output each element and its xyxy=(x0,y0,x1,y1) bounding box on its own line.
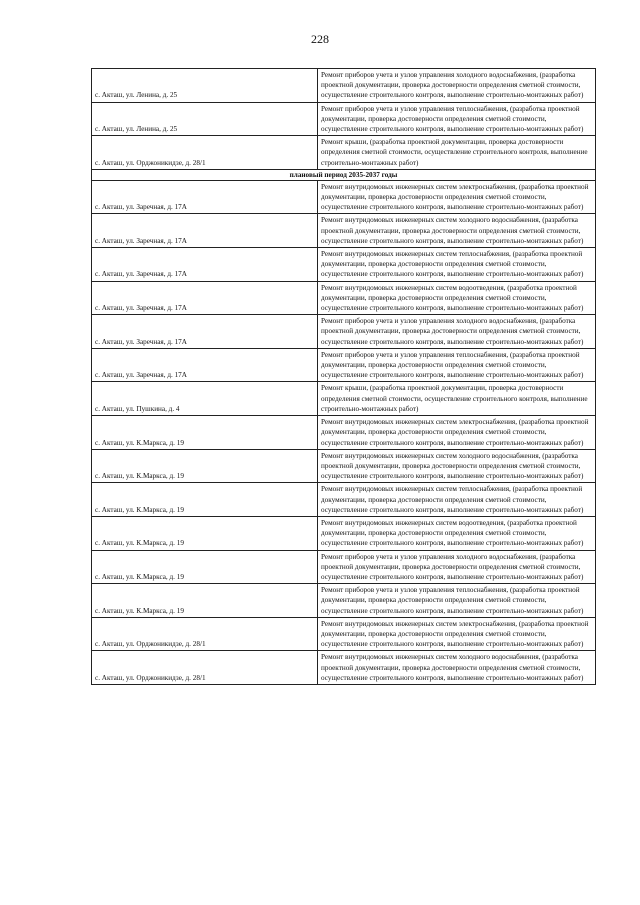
work-description-cell: Ремонт внутридомовых инженерных систем холодного водоснабжения, (разработка проектной документации, проверка достоверности определения сметной стоимости, осуществление строительного контроля, выполнение строительно-монтажных работ) xyxy=(318,651,596,685)
work-description-cell: Ремонт приборов учета и узлов управления холодного водоснабжения, (разработка проектной документации, проверка достоверности определения сметной стоимости, осуществление строительного контроля, выполнение строительно-монтажных работ) xyxy=(318,69,596,103)
table-body-period xyxy=(92,169,596,180)
work-description-cell: Ремонт приборов учета и узлов управления холодного водоснабжения, (разработка проектной документации, проверка достоверности определения сметной стоимости, осуществление строительного контроля, выполнение строительно-монтажных работ) xyxy=(318,315,596,349)
work-description-cell: Ремонт крыши, (разработка проектной документации, проверка достоверности определения сметной стоимости, осуществление строительного контроля, выполнение строительно-монтажных работ) xyxy=(318,382,596,416)
work-description-cell: Ремонт внутридомовых инженерных систем холодного водоснабжения, (разработка проектной документации, проверка достоверности определения сметной стоимости, осуществление строительного контроля, выполнение строительно-монтажных работ) xyxy=(318,449,596,483)
table-body-after xyxy=(92,180,596,684)
table-row xyxy=(92,550,596,584)
address-cell: с. Акташ, ул. Заречная, д. 17А xyxy=(92,214,318,248)
address-cell: с. Акташ, ул. Заречная, д. 17А xyxy=(92,281,318,315)
address-cell: с. Акташ, ул. К.Маркса, д. 19 xyxy=(92,584,318,618)
work-description-cell: Ремонт приборов учета и узлов управления холодного водоснабжения, (разработка проектной документации, проверка достоверности определения сметной стоимости, осуществление строительного контроля, выполнение строительно-монтажных работ) xyxy=(318,550,596,584)
table-row xyxy=(92,382,596,416)
table-row xyxy=(92,348,596,382)
work-description-cell: Ремонт внутридомовых инженерных систем водоотведения, (разработка проектной документации, проверка достоверности определения сметной стоимости, осуществление строительного контроля, выполнение строительно-монтажных работ) xyxy=(318,516,596,550)
repair-table xyxy=(91,68,596,685)
table-row xyxy=(92,449,596,483)
table-row xyxy=(92,516,596,550)
table-row xyxy=(92,136,596,170)
work-description-cell: Ремонт внутридомовых инженерных систем теплоснабжения, (разработка проектной документации, проверка достоверности определения сметной стоимости, осуществление строительного контроля, выполнение строительно-монтажных работ) xyxy=(318,248,596,282)
address-cell: с. Акташ, ул. К.Маркса, д. 19 xyxy=(92,416,318,450)
address-cell: с. Акташ, ул. Орджоникидзе, д. 28/1 xyxy=(92,136,318,170)
address-cell: с. Акташ, ул. К.Маркса, д. 19 xyxy=(92,483,318,517)
table-row xyxy=(92,617,596,651)
address-cell: с. Акташ, ул. К.Маркса, д. 19 xyxy=(92,516,318,550)
table-row xyxy=(92,180,596,214)
address-cell: с. Акташ, ул. Заречная, д. 17А xyxy=(92,180,318,214)
work-description-cell: Ремонт приборов учета и узлов управления теплоснабжения, (разработка проектной документации, проверка достоверности определения сметной стоимости, осуществление строительного контроля, выполнение строительно-монтажных работ) xyxy=(318,102,596,136)
work-description-cell: Ремонт внутридомовых инженерных систем холодного водоснабжения, (разработка проектной документации, проверка достоверности определения сметной стоимости, осуществление строительного контроля, выполнение строительно-монтажных работ) xyxy=(318,214,596,248)
address-cell: с. Акташ, ул. Орджоникидзе, д. 28/1 xyxy=(92,651,318,685)
table-row xyxy=(92,248,596,282)
work-description-cell: Ремонт внутридомовых инженерных систем водоотведения, (разработка проектной документации, проверка достоверности определения сметной стоимости, осуществление строительного контроля, выполнение строительно-монтажных работ) xyxy=(318,281,596,315)
address-cell: с. Акташ, ул. Ленина, д. 25 xyxy=(92,69,318,103)
work-description-cell: Ремонт крыши, (разработка проектной документации, проверка достоверности определения сметной стоимости, осуществление строительного контроля, выполнение строительно-монтажных работ) xyxy=(318,136,596,170)
table-row xyxy=(92,651,596,685)
page-number: 228 xyxy=(311,32,329,46)
work-description-cell: Ремонт приборов учета и узлов управления теплоснабжения, (разработка проектной документации, проверка достоверности определения сметной стоимости, осуществление строительного контроля, выполнение строительно-монтажных работ) xyxy=(318,584,596,618)
work-description-cell: Ремонт внутридомовых инженерных систем электроснабжения, (разработка проектной документации, проверка достоверности определения сметной стоимости, осуществление строительного контроля, выполнение строительно-монтажных работ) xyxy=(318,416,596,450)
address-cell: с. Акташ, ул. Заречная, д. 17А xyxy=(92,348,318,382)
address-cell: с. Акташ, ул. Ленина, д. 25 xyxy=(92,102,318,136)
table-row xyxy=(92,483,596,517)
work-description-cell: Ремонт внутридомовых инженерных систем теплоснабжения, (разработка проектной документации, проверка достоверности определения сметной стоимости, осуществление строительного контроля, выполнение строительно-монтажных работ) xyxy=(318,483,596,517)
work-description-cell: Ремонт внутридомовых инженерных систем электроснабжения, (разработка проектной документации, проверка достоверности определения сметной стоимости, осуществление строительного контроля, выполнение строительно-монтажных работ) xyxy=(318,180,596,214)
address-cell: с. Акташ, ул. К.Маркса, д. 19 xyxy=(92,550,318,584)
address-cell: с. Акташ, ул. К.Маркса, д. 19 xyxy=(92,449,318,483)
table-row xyxy=(92,214,596,248)
table-row xyxy=(92,584,596,618)
table-row xyxy=(92,416,596,450)
address-cell: с. Акташ, ул. Орджоникидзе, д. 28/1 xyxy=(92,617,318,651)
table-row xyxy=(92,281,596,315)
work-description-cell: Ремонт внутридомовых инженерных систем электроснабжения, (разработка проектной документации, проверка достоверности определения сметной стоимости, осуществление строительного контроля, выполнение строительно-монтажных работ) xyxy=(318,617,596,651)
period-header-row xyxy=(92,169,596,180)
work-description-cell: Ремонт приборов учета и узлов управления теплоснабжения, (разработка проектной документации, проверка достоверности определения сметной стоимости, осуществление строительного контроля, выполнение строительно-монтажных работ) xyxy=(318,348,596,382)
table-body-before xyxy=(92,69,596,170)
address-cell: с. Акташ, ул. Заречная, д. 17А xyxy=(92,248,318,282)
period-title: плановый период 2035-2037 годы xyxy=(92,169,596,180)
table-row xyxy=(92,315,596,349)
address-cell: с. Акташ, ул. Заречная, д. 17А xyxy=(92,315,318,349)
table-row xyxy=(92,69,596,103)
table-row xyxy=(92,102,596,136)
address-cell: с. Акташ, ул. Пушкина, д. 4 xyxy=(92,382,318,416)
